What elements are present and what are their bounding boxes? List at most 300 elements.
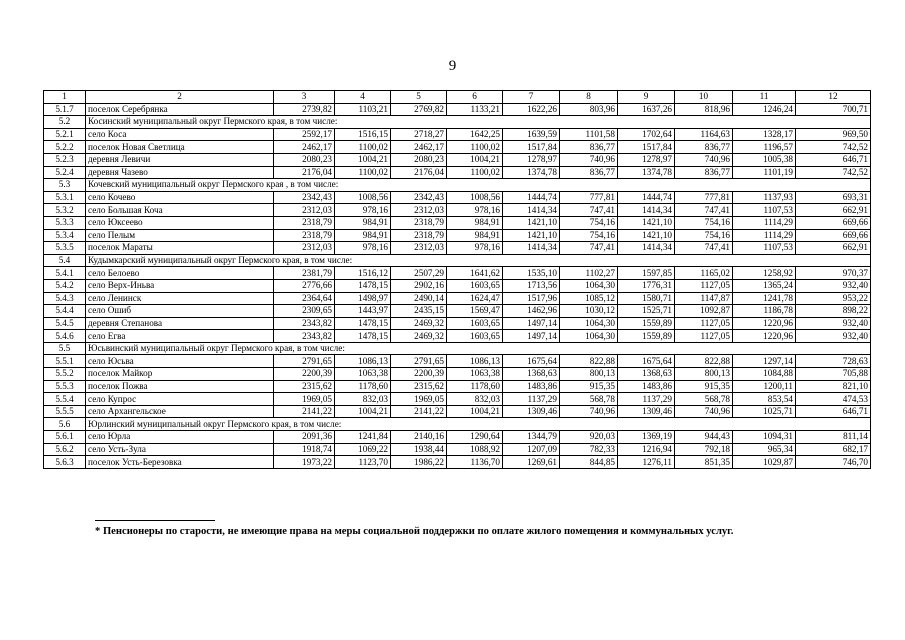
table-row <box>44 305 871 318</box>
value-cell: 1603,65 <box>447 317 503 330</box>
value-cell: 1483,86 <box>503 380 560 393</box>
value-cell: 754,16 <box>675 229 733 242</box>
value-cell: 1938,44 <box>391 443 447 456</box>
value-cell: 1005,38 <box>733 153 796 166</box>
value-cell: 1029,87 <box>733 456 796 469</box>
value-cell: 1107,53 <box>733 242 796 255</box>
value-cell: 1136,70 <box>447 456 503 469</box>
table-body <box>44 91 871 469</box>
column-header: 9 <box>618 91 675 104</box>
value-cell: 747,41 <box>560 204 618 217</box>
row-code: 5.5.2 <box>44 368 86 381</box>
value-cell: 1713,56 <box>503 279 560 292</box>
row-code: 5.3.1 <box>44 191 86 204</box>
group-code: 5.6 <box>44 418 86 431</box>
value-cell: 1063,38 <box>447 368 503 381</box>
value-cell: 693,31 <box>796 191 871 204</box>
row-code: 5.2.3 <box>44 153 86 166</box>
value-cell: 1127,05 <box>675 317 733 330</box>
value-cell: 800,13 <box>675 368 733 381</box>
value-cell: 474,53 <box>796 393 871 406</box>
settlement-name: село Архангельское <box>86 405 274 418</box>
settlement-name: село Юксеево <box>86 216 274 229</box>
value-cell: 2507,29 <box>391 267 447 280</box>
value-cell: 2776,66 <box>274 279 335 292</box>
row-code: 5.6.1 <box>44 431 86 444</box>
row-code: 5.2.1 <box>44 128 86 141</box>
value-cell: 2176,04 <box>274 166 335 179</box>
value-cell: 836,77 <box>675 166 733 179</box>
value-cell: 1290,64 <box>447 431 503 444</box>
value-cell: 1641,62 <box>447 267 503 280</box>
value-cell: 915,35 <box>675 380 733 393</box>
value-cell: 803,96 <box>560 103 618 116</box>
value-cell: 1200,11 <box>733 380 796 393</box>
table-row <box>44 229 871 242</box>
row-code: 5.6.2 <box>44 443 86 456</box>
value-cell: 568,78 <box>560 393 618 406</box>
value-cell: 1064,30 <box>560 279 618 292</box>
value-cell: 740,96 <box>560 405 618 418</box>
column-header: 6 <box>447 91 503 104</box>
value-cell: 1497,14 <box>503 330 560 343</box>
table-header-row <box>44 91 871 104</box>
value-cell: 2200,39 <box>274 368 335 381</box>
value-cell: 1483,86 <box>618 380 675 393</box>
value-cell: 2343,82 <box>274 317 335 330</box>
value-cell: 1444,74 <box>618 191 675 204</box>
value-cell: 1103,21 <box>335 103 391 116</box>
value-cell: 728,63 <box>796 355 871 368</box>
value-cell: 920,03 <box>560 431 618 444</box>
value-cell: 1478,15 <box>335 279 391 292</box>
value-cell: 1123,70 <box>335 456 391 469</box>
settlement-name: поселок Пожва <box>86 380 274 393</box>
value-cell: 1101,19 <box>733 166 796 179</box>
value-cell: 2769,82 <box>391 103 447 116</box>
group-title: Кудымкарский муниципальный округ Пермского края, в том числе: <box>86 254 871 267</box>
value-cell: 747,41 <box>675 204 733 217</box>
value-cell: 1216,94 <box>618 443 675 456</box>
value-cell: 754,16 <box>560 229 618 242</box>
value-cell: 1776,31 <box>618 279 675 292</box>
value-cell: 662,91 <box>796 204 871 217</box>
row-code: 5.5.1 <box>44 355 86 368</box>
value-cell: 1100,02 <box>335 166 391 179</box>
settlement-name: село Юрла <box>86 431 274 444</box>
value-cell: 915,35 <box>560 380 618 393</box>
column-header: 7 <box>503 91 560 104</box>
value-cell: 1085,12 <box>560 292 618 305</box>
settlement-name: поселок Майкор <box>86 368 274 381</box>
value-cell: 646,71 <box>796 405 871 418</box>
value-cell: 2469,32 <box>391 317 447 330</box>
value-cell: 1241,84 <box>335 431 391 444</box>
value-cell: 811,14 <box>796 431 871 444</box>
value-cell: 2343,82 <box>274 330 335 343</box>
value-cell: 1025,71 <box>733 405 796 418</box>
value-cell: 747,41 <box>675 242 733 255</box>
value-cell: 1100,02 <box>335 141 391 154</box>
value-cell: 740,96 <box>675 153 733 166</box>
value-cell: 1094,31 <box>733 431 796 444</box>
value-cell: 2309,65 <box>274 305 335 318</box>
value-cell: 978,16 <box>447 242 503 255</box>
value-cell: 1559,89 <box>618 317 675 330</box>
value-cell: 1063,38 <box>335 368 391 381</box>
row-code: 5.4.1 <box>44 267 86 280</box>
value-cell: 978,16 <box>447 204 503 217</box>
value-cell: 1374,78 <box>503 166 560 179</box>
settlement-name: поселок Мараты <box>86 242 274 255</box>
value-cell: 1414,34 <box>618 204 675 217</box>
row-code: 5.3.5 <box>44 242 86 255</box>
value-cell: 1369,19 <box>618 431 675 444</box>
value-cell: 1309,46 <box>618 405 675 418</box>
value-cell: 832,03 <box>335 393 391 406</box>
value-cell: 2318,79 <box>274 229 335 242</box>
value-cell: 1603,65 <box>447 330 503 343</box>
settlement-name: село Купрос <box>86 393 274 406</box>
value-cell: 1133,21 <box>447 103 503 116</box>
value-cell: 1196,57 <box>733 141 796 154</box>
value-cell: 1421,10 <box>503 216 560 229</box>
value-cell: 1165,02 <box>675 267 733 280</box>
value-cell: 1517,84 <box>618 141 675 154</box>
page-number: 9 <box>448 58 457 74</box>
value-cell: 1344,79 <box>503 431 560 444</box>
value-cell: 1973,22 <box>274 456 335 469</box>
table-row <box>44 393 871 406</box>
value-cell: 1675,64 <box>503 355 560 368</box>
value-cell: 1178,60 <box>335 380 391 393</box>
footnote: * Пенсионеры по старости, не имеющие права на меры социальной поддержки по оплате жилого помещения и коммунальных услуг. <box>95 526 734 537</box>
value-cell: 2141,22 <box>391 405 447 418</box>
table-row <box>44 292 871 305</box>
settlement-name: поселок Усть-Березовка <box>86 456 274 469</box>
value-cell: 851,35 <box>675 456 733 469</box>
settlement-name: село Ленинск <box>86 292 274 305</box>
value-cell: 1368,63 <box>618 368 675 381</box>
table-row <box>44 405 871 418</box>
value-cell: 754,16 <box>675 216 733 229</box>
value-cell: 754,16 <box>560 216 618 229</box>
settlement-name: поселок Новая Светлица <box>86 141 274 154</box>
column-header: 8 <box>560 91 618 104</box>
settlement-name: деревня Чазево <box>86 166 274 179</box>
value-cell: 1309,46 <box>503 405 560 418</box>
value-cell: 2342,43 <box>274 191 335 204</box>
value-cell: 2462,17 <box>274 141 335 154</box>
value-cell: 1276,11 <box>618 456 675 469</box>
group-code: 5.2 <box>44 116 86 129</box>
value-cell: 984,91 <box>335 216 391 229</box>
column-header: 10 <box>675 91 733 104</box>
table-row <box>44 242 871 255</box>
settlement-name: село Усть-Зула <box>86 443 274 456</box>
value-cell: 1444,74 <box>503 191 560 204</box>
value-cell: 2312,03 <box>391 204 447 217</box>
value-cell: 2342,43 <box>391 191 447 204</box>
value-cell: 1639,59 <box>503 128 560 141</box>
value-cell: 1008,56 <box>447 191 503 204</box>
column-header: 1 <box>44 91 86 104</box>
value-cell: 740,96 <box>560 153 618 166</box>
column-header: 11 <box>733 91 796 104</box>
value-cell: 1030,12 <box>560 305 618 318</box>
value-cell: 978,16 <box>335 204 391 217</box>
value-cell: 2791,65 <box>391 355 447 368</box>
value-cell: 1516,15 <box>335 128 391 141</box>
value-cell: 2315,62 <box>391 380 447 393</box>
settlement-name: село Белоево <box>86 267 274 280</box>
group-code: 5.3 <box>44 179 86 192</box>
value-cell: 1624,47 <box>447 292 503 305</box>
settlement-name: село Юсьва <box>86 355 274 368</box>
value-cell: 1100,02 <box>447 166 503 179</box>
value-cell: 818,96 <box>675 103 733 116</box>
row-code: 5.2.2 <box>44 141 86 154</box>
value-cell: 2318,79 <box>391 229 447 242</box>
value-cell: 1535,10 <box>503 267 560 280</box>
value-cell: 822,88 <box>675 355 733 368</box>
table-row <box>44 141 871 154</box>
value-cell: 1365,24 <box>733 279 796 292</box>
table-row <box>44 355 871 368</box>
value-cell: 1127,05 <box>675 330 733 343</box>
group-title: Косинский муниципальный округ Пермского края, в том числе: <box>86 116 871 129</box>
value-cell: 1137,93 <box>733 191 796 204</box>
row-code: 5.4.5 <box>44 317 86 330</box>
value-cell: 2592,17 <box>274 128 335 141</box>
value-cell: 853,54 <box>733 393 796 406</box>
value-cell: 970,37 <box>796 267 871 280</box>
value-cell: 1064,30 <box>560 317 618 330</box>
value-cell: 1137,29 <box>503 393 560 406</box>
value-cell: 1497,14 <box>503 317 560 330</box>
value-cell: 1517,84 <box>503 141 560 154</box>
settlement-name: село Большая Коча <box>86 204 274 217</box>
value-cell: 1525,71 <box>618 305 675 318</box>
group-row <box>44 179 871 192</box>
group-title: Юрлинский муниципальный округ Пермского края, в том числе: <box>86 418 871 431</box>
value-cell: 1516,12 <box>335 267 391 280</box>
value-cell: 2200,39 <box>391 368 447 381</box>
data-table <box>43 90 871 469</box>
value-cell: 1114,29 <box>733 216 796 229</box>
row-code: 5.3.3 <box>44 216 86 229</box>
value-cell: 1414,34 <box>618 242 675 255</box>
table-row <box>44 317 871 330</box>
value-cell: 821,10 <box>796 380 871 393</box>
value-cell: 1137,29 <box>618 393 675 406</box>
value-cell: 1498,97 <box>335 292 391 305</box>
table-row <box>44 279 871 292</box>
value-cell: 1164,63 <box>675 128 733 141</box>
value-cell: 1569,47 <box>447 305 503 318</box>
value-cell: 2318,79 <box>391 216 447 229</box>
value-cell: 1004,21 <box>335 153 391 166</box>
value-cell: 1969,05 <box>274 393 335 406</box>
value-cell: 1241,78 <box>733 292 796 305</box>
value-cell: 1918,74 <box>274 443 335 456</box>
table-row <box>44 456 871 469</box>
value-cell: 1258,92 <box>733 267 796 280</box>
settlement-name: поселок Серебрянка <box>86 103 274 116</box>
value-cell: 742,52 <box>796 166 871 179</box>
column-header: 12 <box>796 91 871 104</box>
value-cell: 836,77 <box>560 141 618 154</box>
value-cell: 1328,17 <box>733 128 796 141</box>
value-cell: 1597,85 <box>618 267 675 280</box>
value-cell: 1421,10 <box>618 216 675 229</box>
value-cell: 944,43 <box>675 431 733 444</box>
group-title: Кочевский муниципальный округ Пермского края , в том числе: <box>86 179 871 192</box>
value-cell: 2490,14 <box>391 292 447 305</box>
data-table-container <box>43 90 870 469</box>
group-row <box>44 254 871 267</box>
value-cell: 1084,88 <box>733 368 796 381</box>
table-row <box>44 431 871 444</box>
value-cell: 984,91 <box>447 216 503 229</box>
value-cell: 836,77 <box>675 141 733 154</box>
column-header: 5 <box>391 91 447 104</box>
value-cell: 2140,16 <box>391 431 447 444</box>
value-cell: 1086,13 <box>335 355 391 368</box>
group-row <box>44 342 871 355</box>
value-cell: 662,91 <box>796 242 871 255</box>
value-cell: 1478,15 <box>335 317 391 330</box>
table-row <box>44 443 871 456</box>
value-cell: 1443,97 <box>335 305 391 318</box>
value-cell: 782,33 <box>560 443 618 456</box>
value-cell: 1642,25 <box>447 128 503 141</box>
value-cell: 792,18 <box>675 443 733 456</box>
value-cell: 1008,56 <box>335 191 391 204</box>
settlement-name: село Коса <box>86 128 274 141</box>
value-cell: 1004,21 <box>447 405 503 418</box>
row-code: 5.4.2 <box>44 279 86 292</box>
table-row <box>44 368 871 381</box>
value-cell: 1278,97 <box>503 153 560 166</box>
settlement-name: село Егва <box>86 330 274 343</box>
value-cell: 1220,96 <box>733 317 796 330</box>
value-cell: 1147,87 <box>675 292 733 305</box>
value-cell: 1220,96 <box>733 330 796 343</box>
value-cell: 836,77 <box>560 166 618 179</box>
value-cell: 747,41 <box>560 242 618 255</box>
value-cell: 682,17 <box>796 443 871 456</box>
value-cell: 1246,24 <box>733 103 796 116</box>
value-cell: 2364,64 <box>274 292 335 305</box>
table-row <box>44 103 871 116</box>
value-cell: 705,88 <box>796 368 871 381</box>
value-cell: 1178,60 <box>447 380 503 393</box>
value-cell: 700,71 <box>796 103 871 116</box>
footnote-divider <box>95 520 215 521</box>
value-cell: 1127,05 <box>675 279 733 292</box>
table-row <box>44 216 871 229</box>
value-cell: 1368,63 <box>503 368 560 381</box>
table-row <box>44 267 871 280</box>
value-cell: 1603,65 <box>447 279 503 292</box>
value-cell: 2435,15 <box>391 305 447 318</box>
value-cell: 1297,14 <box>733 355 796 368</box>
value-cell: 932,40 <box>796 317 871 330</box>
group-row <box>44 418 871 431</box>
value-cell: 1269,61 <box>503 456 560 469</box>
settlement-name: село Кочево <box>86 191 274 204</box>
value-cell: 1086,13 <box>447 355 503 368</box>
value-cell: 2312,03 <box>274 204 335 217</box>
value-cell: 1207,09 <box>503 443 560 456</box>
group-code: 5.4 <box>44 254 86 267</box>
group-code: 5.5 <box>44 342 86 355</box>
value-cell: 1414,34 <box>503 242 560 255</box>
value-cell: 2902,16 <box>391 279 447 292</box>
row-code: 5.3.2 <box>44 204 86 217</box>
value-cell: 1004,21 <box>447 153 503 166</box>
value-cell: 2091,36 <box>274 431 335 444</box>
value-cell: 1064,30 <box>560 330 618 343</box>
value-cell: 822,88 <box>560 355 618 368</box>
value-cell: 1414,34 <box>503 204 560 217</box>
table-row <box>44 330 871 343</box>
value-cell: 932,40 <box>796 330 871 343</box>
value-cell: 1675,64 <box>618 355 675 368</box>
value-cell: 1986,22 <box>391 456 447 469</box>
value-cell: 2080,23 <box>391 153 447 166</box>
value-cell: 984,91 <box>447 229 503 242</box>
value-cell: 932,40 <box>796 279 871 292</box>
value-cell: 2318,79 <box>274 216 335 229</box>
value-cell: 2718,27 <box>391 128 447 141</box>
value-cell: 568,78 <box>675 393 733 406</box>
value-cell: 740,96 <box>675 405 733 418</box>
value-cell: 2312,03 <box>391 242 447 255</box>
value-cell: 1069,22 <box>335 443 391 456</box>
row-code: 5.4.4 <box>44 305 86 318</box>
value-cell: 1702,64 <box>618 128 675 141</box>
table-row <box>44 380 871 393</box>
value-cell: 1462,96 <box>503 305 560 318</box>
value-cell: 669,66 <box>796 216 871 229</box>
settlement-name: село Ошиб <box>86 305 274 318</box>
value-cell: 646,71 <box>796 153 871 166</box>
group-title: Юсьвинский муниципальный округ Пермского края, в том числе: <box>86 342 871 355</box>
value-cell: 965,34 <box>733 443 796 456</box>
value-cell: 1100,02 <box>447 141 503 154</box>
row-code: 5.4.3 <box>44 292 86 305</box>
value-cell: 1092,87 <box>675 305 733 318</box>
column-header: 3 <box>274 91 335 104</box>
value-cell: 1622,26 <box>503 103 560 116</box>
value-cell: 746,70 <box>796 456 871 469</box>
value-cell: 1186,78 <box>733 305 796 318</box>
value-cell: 2791,65 <box>274 355 335 368</box>
value-cell: 1637,26 <box>618 103 675 116</box>
value-cell: 777,81 <box>675 191 733 204</box>
row-code: 5.4.6 <box>44 330 86 343</box>
value-cell: 1278,97 <box>618 153 675 166</box>
value-cell: 1478,15 <box>335 330 391 343</box>
settlement-name: село Пелым <box>86 229 274 242</box>
value-cell: 742,52 <box>796 141 871 154</box>
value-cell: 1102,27 <box>560 267 618 280</box>
row-code: 5.2.4 <box>44 166 86 179</box>
row-code: 5.3.4 <box>44 229 86 242</box>
value-cell: 1517,96 <box>503 292 560 305</box>
